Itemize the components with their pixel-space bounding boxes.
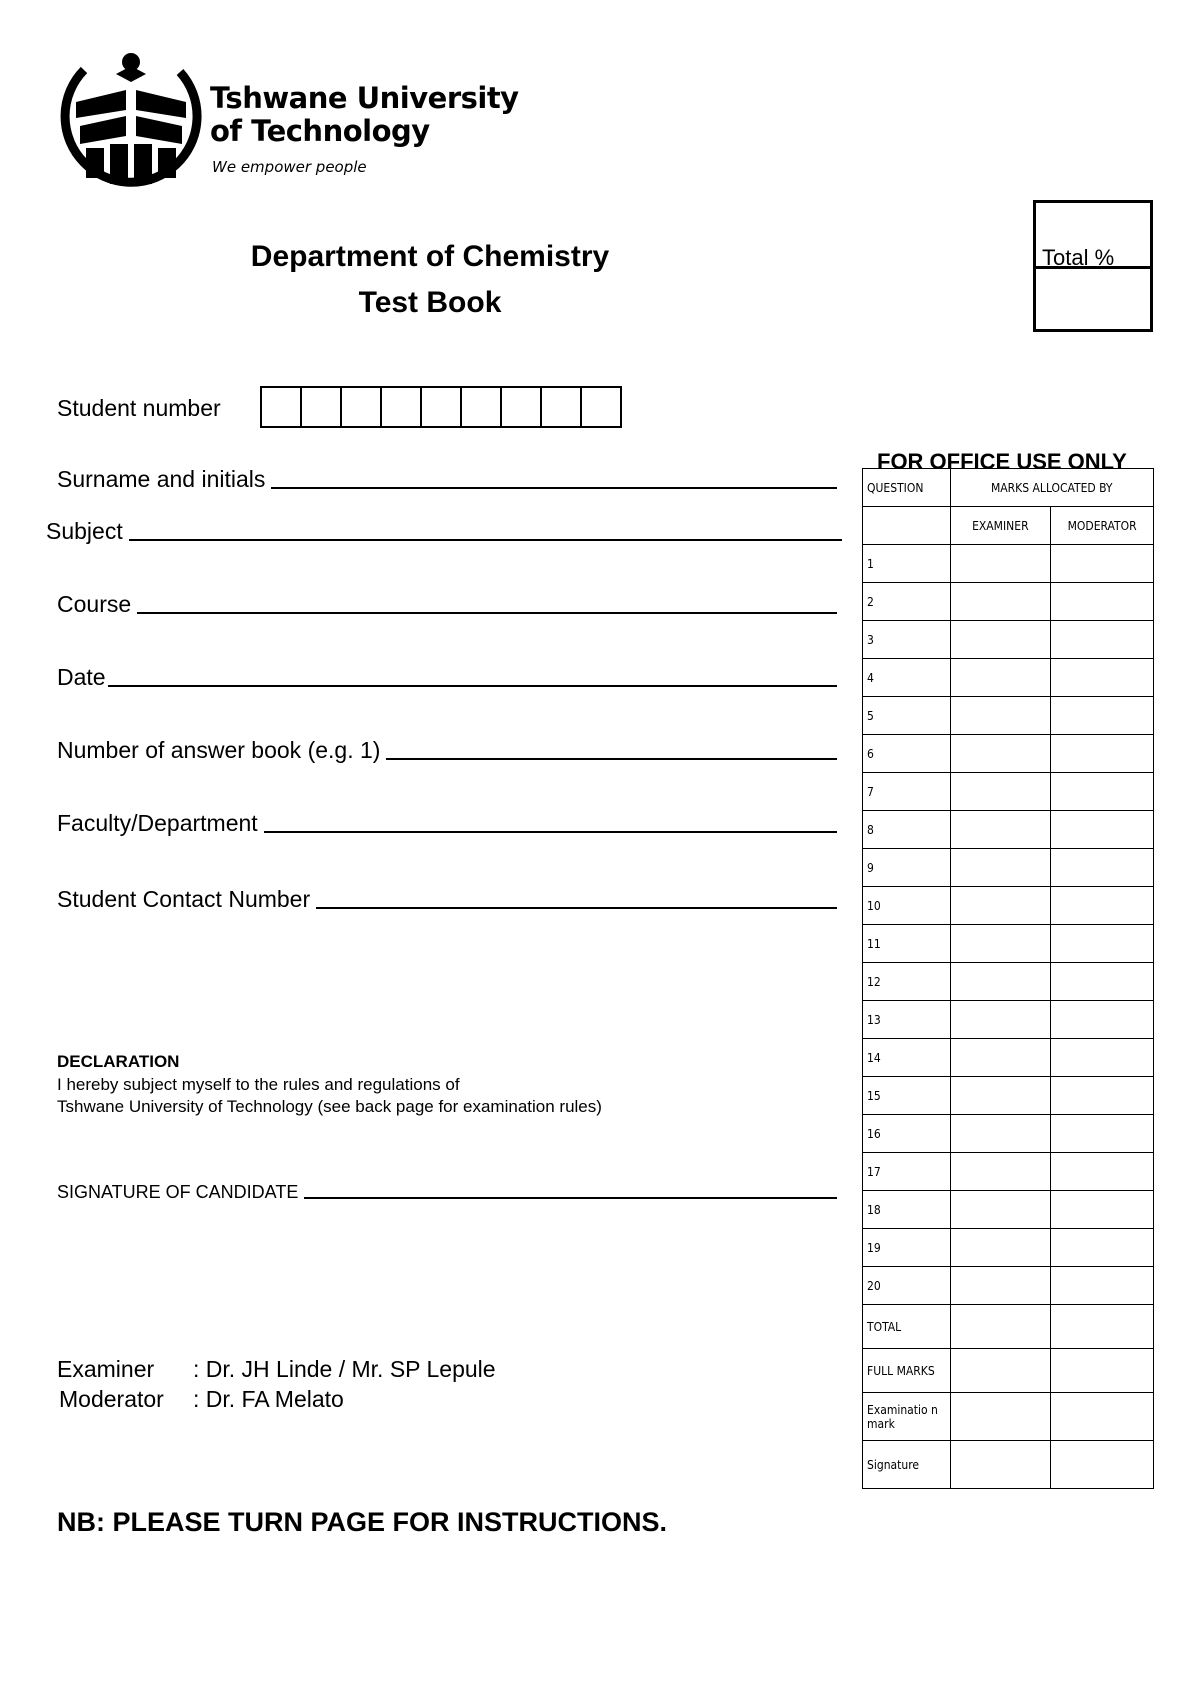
student-number-box[interactable] bbox=[580, 386, 622, 428]
moderator-value: : Dr. FA Melato bbox=[193, 1386, 344, 1412]
moderator-mark-cell[interactable] bbox=[1051, 1039, 1154, 1077]
moderator-mark-cell[interactable] bbox=[1051, 887, 1154, 925]
examiner-mark-cell[interactable] bbox=[950, 1115, 1051, 1153]
row-label: 17 bbox=[863, 1153, 951, 1191]
office-table-row bbox=[863, 1349, 1154, 1393]
office-table-row bbox=[863, 1039, 1154, 1077]
office-table-row bbox=[863, 849, 1154, 887]
moderator-mark-cell[interactable] bbox=[1051, 1349, 1154, 1393]
university-name bbox=[210, 82, 519, 148]
answer-book-field[interactable] bbox=[57, 737, 837, 764]
moderator-mark-cell[interactable] bbox=[1051, 849, 1154, 887]
office-use-title: FOR OFFICE USE ONLY bbox=[877, 449, 1127, 474]
date-line[interactable] bbox=[108, 685, 837, 687]
moderator-header: MODERATOR bbox=[1051, 507, 1154, 545]
examiner-mark-cell[interactable] bbox=[950, 1441, 1051, 1489]
marks-header: MARKS ALLOCATED BY bbox=[950, 469, 1153, 507]
row-label: 4 bbox=[863, 659, 951, 697]
examiner-header: EXAMINER bbox=[950, 507, 1051, 545]
office-table-row bbox=[863, 1001, 1154, 1039]
student-number-box[interactable] bbox=[460, 386, 502, 428]
office-table-row bbox=[863, 1229, 1154, 1267]
moderator-mark-cell[interactable] bbox=[1051, 1077, 1154, 1115]
subject-line[interactable] bbox=[129, 539, 842, 541]
university-tagline: We empower people bbox=[212, 158, 367, 176]
office-table-row bbox=[863, 887, 1154, 925]
office-table-row bbox=[863, 1441, 1154, 1489]
office-subheader-row bbox=[863, 507, 1154, 545]
declaration-heading: DECLARATION bbox=[57, 1052, 180, 1071]
moderator-mark-cell[interactable] bbox=[1051, 1001, 1154, 1039]
moderator-mark-cell[interactable] bbox=[1051, 1267, 1154, 1305]
declaration-line2: Tshwane University of Technology (see back page for examination rules) bbox=[57, 1097, 602, 1116]
office-table-row bbox=[863, 697, 1154, 735]
examiner-mark-cell[interactable] bbox=[950, 1153, 1051, 1191]
examiner-mark-cell[interactable] bbox=[950, 849, 1051, 887]
examiner-mark-cell[interactable] bbox=[950, 621, 1051, 659]
row-label: 14 bbox=[863, 1039, 951, 1077]
office-table-row bbox=[863, 925, 1154, 963]
signature-line[interactable] bbox=[304, 1197, 837, 1199]
row-label: 8 bbox=[863, 811, 951, 849]
moderator-mark-cell[interactable] bbox=[1051, 697, 1154, 735]
date-label: Date bbox=[57, 664, 106, 690]
declaration-text bbox=[57, 1074, 602, 1118]
surname-label: Surname and initials bbox=[57, 466, 266, 492]
examiner-mark-cell[interactable] bbox=[950, 545, 1051, 583]
moderator-mark-cell[interactable] bbox=[1051, 735, 1154, 773]
faculty-label: Faculty/Department bbox=[57, 810, 258, 836]
office-table-row bbox=[863, 1267, 1154, 1305]
examiner-mark-cell[interactable] bbox=[950, 887, 1051, 925]
moderator-mark-cell[interactable] bbox=[1051, 659, 1154, 697]
office-table-row bbox=[863, 1191, 1154, 1229]
university-name-line2: of Technology bbox=[210, 114, 430, 148]
moderator-mark-cell[interactable] bbox=[1051, 1393, 1154, 1441]
question-header: QUESTION bbox=[863, 469, 951, 507]
row-label: 12 bbox=[863, 963, 951, 1001]
book-title: Test Book bbox=[358, 286, 502, 319]
row-label: Examinatio n mark bbox=[863, 1393, 951, 1441]
office-table-row bbox=[863, 1393, 1154, 1441]
row-label: 6 bbox=[863, 735, 951, 773]
moderator-label: Moderator bbox=[59, 1386, 164, 1412]
examiner-mark-cell[interactable] bbox=[950, 1349, 1051, 1393]
student-number-label: Student number bbox=[57, 395, 221, 421]
examiner-mark-cell[interactable] bbox=[950, 697, 1051, 735]
examiner-label: Examiner bbox=[57, 1356, 155, 1382]
office-table-row bbox=[863, 659, 1154, 697]
student-number-box[interactable] bbox=[500, 386, 542, 428]
course-label: Course bbox=[57, 591, 132, 617]
student-number-box[interactable] bbox=[420, 386, 462, 428]
total-percent-label: Total % bbox=[1042, 245, 1115, 270]
office-table-row bbox=[863, 1153, 1154, 1191]
office-table-row bbox=[863, 811, 1154, 849]
examiner-mark-cell[interactable] bbox=[950, 811, 1051, 849]
answer-book-label: Number of answer book (e.g. 1) bbox=[57, 737, 381, 763]
moderator-mark-cell[interactable] bbox=[1051, 1441, 1154, 1489]
row-label: 13 bbox=[863, 1001, 951, 1039]
faculty-field[interactable] bbox=[57, 810, 837, 837]
examiner-mark-cell[interactable] bbox=[950, 925, 1051, 963]
moderator-mark-cell[interactable] bbox=[1051, 621, 1154, 659]
examiner-mark-cell[interactable] bbox=[950, 1077, 1051, 1115]
student-number-box[interactable] bbox=[340, 386, 382, 428]
row-label: TOTAL bbox=[863, 1305, 951, 1349]
row-label: 19 bbox=[863, 1229, 951, 1267]
row-label: 3 bbox=[863, 621, 951, 659]
department-title: Department of Chemistry bbox=[250, 240, 610, 273]
office-table-row bbox=[863, 621, 1154, 659]
moderator-mark-cell[interactable] bbox=[1051, 1191, 1154, 1229]
row-label: Signature bbox=[863, 1441, 951, 1489]
contact-field[interactable] bbox=[57, 886, 837, 913]
moderator-mark-cell[interactable] bbox=[1051, 1305, 1154, 1349]
examiner-mark-cell[interactable] bbox=[950, 659, 1051, 697]
student-number-box[interactable] bbox=[380, 386, 422, 428]
examiner-mark-cell[interactable] bbox=[950, 1001, 1051, 1039]
examiner-mark-cell[interactable] bbox=[950, 1229, 1051, 1267]
row-label: FULL MARKS bbox=[863, 1349, 951, 1393]
row-label: 20 bbox=[863, 1267, 951, 1305]
moderator-mark-cell[interactable] bbox=[1051, 1153, 1154, 1191]
office-table-row bbox=[863, 1115, 1154, 1153]
moderator-mark-cell[interactable] bbox=[1051, 1115, 1154, 1153]
total-percent-box[interactable] bbox=[1033, 200, 1153, 332]
subject-label: Subject bbox=[46, 518, 123, 544]
row-label: 18 bbox=[863, 1191, 951, 1229]
subject-field[interactable] bbox=[46, 518, 842, 545]
examiner-mark-cell[interactable] bbox=[950, 1191, 1051, 1229]
instructions-notice: NB: PLEASE TURN PAGE FOR INSTRUCTIONS. bbox=[57, 1507, 668, 1537]
signature-field[interactable] bbox=[57, 1182, 837, 1203]
row-label: 15 bbox=[863, 1077, 951, 1115]
student-number-boxes[interactable] bbox=[262, 386, 622, 428]
office-use-table bbox=[862, 468, 1154, 1489]
row-label: 10 bbox=[863, 887, 951, 925]
moderator-mark-cell[interactable] bbox=[1051, 925, 1154, 963]
moderator-mark-cell[interactable] bbox=[1051, 1229, 1154, 1267]
moderator-mark-cell[interactable] bbox=[1051, 963, 1154, 1001]
student-number-box[interactable] bbox=[300, 386, 342, 428]
moderator-mark-cell[interactable] bbox=[1051, 583, 1154, 621]
examiner-mark-cell[interactable] bbox=[950, 1267, 1051, 1305]
office-table-row bbox=[863, 583, 1154, 621]
university-name-line1: Tshwane University bbox=[210, 81, 519, 115]
row-label: 9 bbox=[863, 849, 951, 887]
office-table-row bbox=[863, 545, 1154, 583]
office-table-row bbox=[863, 1305, 1154, 1349]
row-label: 11 bbox=[863, 925, 951, 963]
row-label: 2 bbox=[863, 583, 951, 621]
row-label: 16 bbox=[863, 1115, 951, 1153]
examiner-value: : Dr. JH Linde / Mr. SP Lepule bbox=[193, 1356, 496, 1382]
surname-field[interactable] bbox=[57, 466, 837, 493]
student-number-box[interactable] bbox=[260, 386, 302, 428]
office-header-row bbox=[863, 469, 1154, 507]
examiner-mark-cell[interactable] bbox=[950, 583, 1051, 621]
examiner-mark-cell[interactable] bbox=[950, 735, 1051, 773]
surname-line[interactable] bbox=[271, 487, 837, 489]
row-label: 1 bbox=[863, 545, 951, 583]
university-logo-icon bbox=[56, 52, 206, 192]
row-label: 5 bbox=[863, 697, 951, 735]
office-table-row bbox=[863, 773, 1154, 811]
moderator-mark-cell[interactable] bbox=[1051, 773, 1154, 811]
examiner-mark-cell[interactable] bbox=[950, 963, 1051, 1001]
office-table-row bbox=[863, 963, 1154, 1001]
moderator-mark-cell[interactable] bbox=[1051, 545, 1154, 583]
contact-line[interactable] bbox=[316, 907, 837, 909]
examiner-mark-cell[interactable] bbox=[950, 773, 1051, 811]
course-field[interactable] bbox=[57, 591, 837, 618]
total-box-divider bbox=[1036, 266, 1150, 269]
declaration-line1: I hereby subject myself to the rules and regulations of bbox=[57, 1075, 460, 1094]
answer-book-line[interactable] bbox=[386, 758, 837, 760]
contact-label: Student Contact Number bbox=[57, 886, 311, 912]
date-field[interactable] bbox=[57, 664, 837, 691]
faculty-line[interactable] bbox=[264, 831, 837, 833]
office-table-row bbox=[863, 1077, 1154, 1115]
examiner-mark-cell[interactable] bbox=[950, 1305, 1051, 1349]
course-line[interactable] bbox=[137, 612, 837, 614]
office-table-row bbox=[863, 735, 1154, 773]
question-subheader-blank bbox=[863, 507, 951, 545]
row-label: 7 bbox=[863, 773, 951, 811]
moderator-mark-cell[interactable] bbox=[1051, 811, 1154, 849]
examiner-mark-cell[interactable] bbox=[950, 1393, 1051, 1441]
signature-label: SIGNATURE OF CANDIDATE bbox=[57, 1182, 299, 1202]
student-number-box[interactable] bbox=[540, 386, 582, 428]
examiner-mark-cell[interactable] bbox=[950, 1039, 1051, 1077]
